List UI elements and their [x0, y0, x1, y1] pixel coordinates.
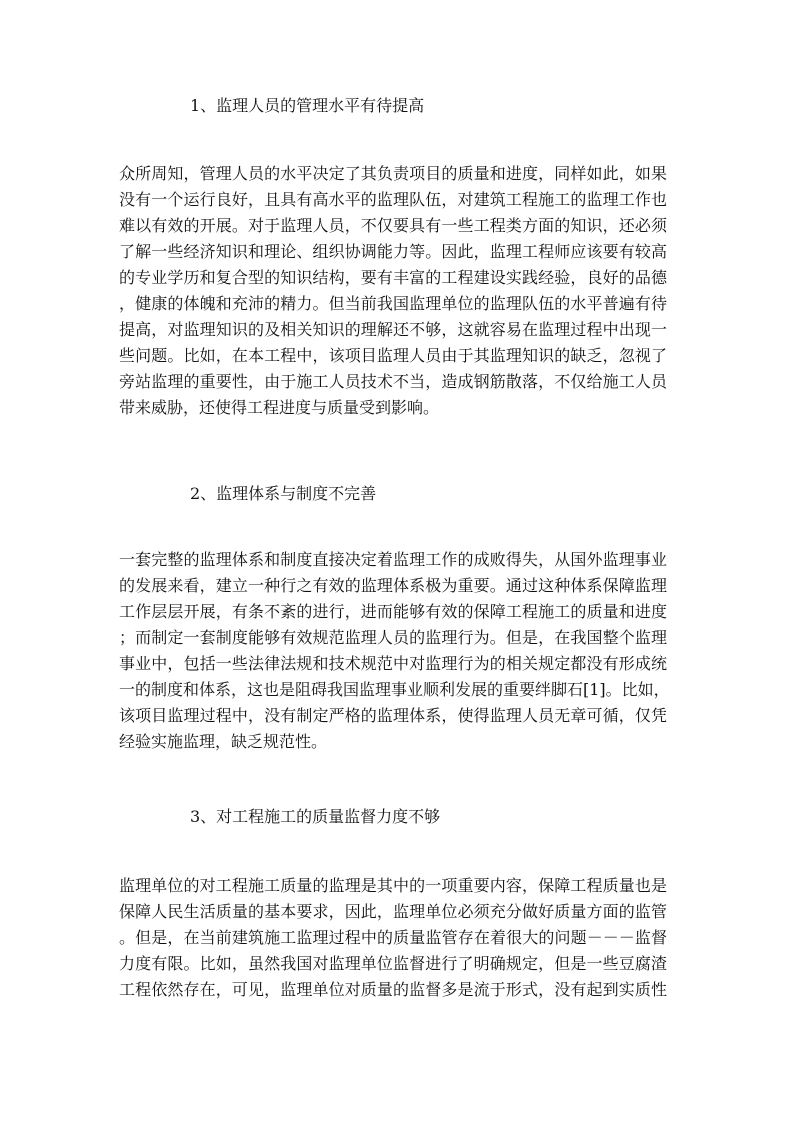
paragraph-line: 了解一些经济知识和理论、组织协调能力等。因此，监理工程师应该要有较高: [119, 242, 667, 261]
paragraph-line: 工程依然存在，可见，监理单位对质量的监督多是流于形式，没有起到实质性: [119, 980, 667, 999]
paragraph-line: 经验实施监理，缺乏规范性。: [119, 732, 328, 751]
paragraph-line: 难以有效的开展。对于监理人员，不仅要具有一些工程类方面的知识，还必须: [119, 216, 667, 235]
section-paragraph-2: [119, 547, 670, 755]
section-heading-3: 3、对工程施工的质量监督力度不够: [190, 807, 441, 826]
paragraph-line: 工作层层开展，有条不紊的进行，进而能够有效的保障工程施工的质量和进度: [119, 602, 667, 621]
paragraph-line: ，健康的体魄和充沛的精力。但当前我国监理单位的监理队伍的水平普遍有待: [119, 294, 667, 313]
paragraph-line: 一套完整的监理体系和制度直接决定着监理工作的成败得失，从国外监理事业: [119, 550, 667, 569]
paragraph-line: 的专业学历和复合型的知识结构，要有丰富的工程建设实践经验，良好的品德: [119, 268, 667, 287]
paragraph-line: 些问题。比如，在本工程中，该项目监理人员由于其监理知识的缺乏，忽视了: [119, 346, 667, 365]
paragraph-line: 事业中，包括一些法律法规和技术规范中对监理行为的相关规定都没有形成统: [119, 654, 667, 673]
paragraph-line: 力度有限。比如，虽然我国对监理单位监督进行了明确规定，但是一些豆腐渣: [119, 954, 667, 973]
paragraph-line: 众所周知，管理人员的水平决定了其负责项目的质量和进度，同样如此，如果: [119, 164, 667, 183]
paragraph-line: 一的制度和体系，这也是阻碍我国监理事业顺利发展的重要绊脚石[1]。比如，: [119, 680, 670, 699]
paragraph-line: ；而制定一套制度能够有效规范监理人员的监理行为。但是，在我国整个监理: [119, 628, 667, 647]
section-paragraph-3: [119, 873, 667, 1003]
section-paragraph-1: [119, 161, 667, 421]
paragraph-line: 的发展来看，建立一种行之有效的监理体系极为重要。通过这种体系保障监理: [119, 576, 667, 595]
paragraph-line: 。但是，在当前建筑施工监理过程中的质量监管存在着很大的问题－－－监督: [119, 928, 667, 947]
paragraph-line: 保障人民生活质量的基本要求，因此，监理单位必须充分做好质量方面的监管: [119, 902, 667, 921]
paragraph-line: 没有一个运行良好，且具有高水平的监理队伍，对建筑工程施工的监理工作也: [119, 190, 667, 209]
paragraph-line: 带来威胁，还使得工程进度与质量受到影响。: [119, 398, 440, 417]
paragraph-line: 监理单位的对工程施工质量的监理是其中的一项重要内容，保障工程质量也是: [119, 876, 667, 895]
paragraph-line: 旁站监理的重要性，由于施工人员技术不当，造成钢筋散落，不仅给施工人员: [119, 372, 667, 391]
section-heading-2: 2、监理体系与制度不完善: [190, 484, 377, 503]
paragraph-line: 该项目监理过程中，没有制定严格的监理体系，使得监理人员无章可循，仅凭: [119, 706, 667, 725]
paragraph-line: 提高，对监理知识的及相关知识的理解还不够，这就容易在监理过程中出现一: [119, 320, 667, 339]
section-heading-1: 1、监理人员的管理水平有待提高: [190, 96, 425, 115]
